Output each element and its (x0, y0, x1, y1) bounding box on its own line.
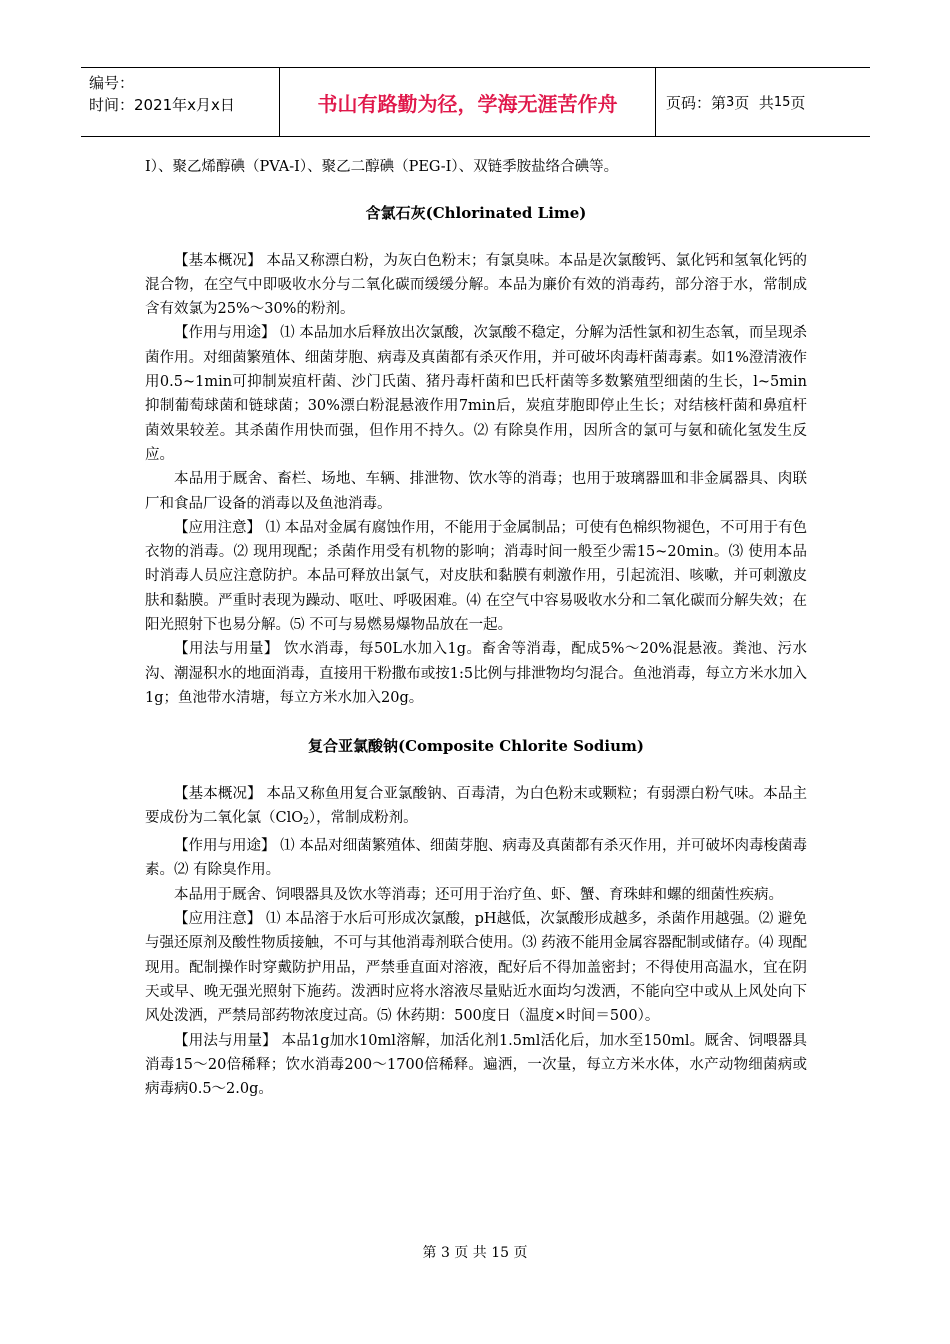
header-page-info (656, 68, 870, 136)
page-number: 3 (726, 94, 735, 110)
section-title-composite-chlorite-sodium: 复合亚氯酸钠(Composite Chlorite Sodium) (308, 737, 644, 756)
page-end: 页 (790, 93, 806, 112)
paragraph: 本品用于厩舍、畜栏、场地、车辆、排泄物、饮水等的消毒；也用于玻璃器皿和非金属器具、肉联厂和食品厂设备的消毒以及鱼池消毒。 (145, 471, 807, 512)
page-footer: 第 3 页 共 15 页 (422, 1245, 528, 1261)
page-total: 15 (773, 94, 791, 110)
page-header (81, 67, 870, 137)
code-label: 编号： (89, 74, 135, 92)
date-label: 时间：2021年x月x日 (89, 96, 235, 114)
section-title-chlorinated-lime: 含氯石灰(Chlorinated Lime) (365, 204, 587, 223)
paragraph-text: 【基本概况】 本品又称鱼用复合亚氯酸钠、百毒清，为白色粉末或颗粒；有弱漂白粉气味。本品主要成份为二氧化氯（ClO (145, 785, 807, 826)
paragraph: 【应用注意】 ⑴ 本品对金属有腐蚀作用，不能用于金属制品；可使有色棉织物褪色，不可用于有色衣物的消毒。⑵ 现用现配；杀菌作用受有机物的影响；消毒时间一般至少需15~20min。⑶ 使用本品时消毒人员应注意防护。本品可释放出氯气，对皮肤和黏膜有刺激作用，引起流泪、咳嗽，并可刺激皮肤和黏膜。严重时表现为躁动、呕吐、呼吸困难。⑷ 在空气中容易吸收水分和二氧化碳而分解失效；在阳光照射下也易分解。⑸ 不可与易燃易爆物品放在一起。 (145, 519, 807, 634)
paragraph (145, 782, 807, 835)
paragraph: 【基本概况】 本品又称漂白粉，为灰白色粉末；有氯臭味。本品是次氯酸钙、氯化钙和氢氧化钙的混合物，在空气中即吸收水分与二氧化碳而缓缓分解。本品为廉价有效的消毒药，部分溶于水，常制成含有效氯为25%～30%的粉剂。 (145, 252, 807, 318)
paragraph: 本品用于厩舍、饲喂器具及饮水等消毒；还可用于治疗鱼、虾、蟹、育珠蚌和螺的细菌性疾病。 (174, 886, 783, 903)
paragraph: 【用法与用量】 本品1g加水10ml溶解，加活化剂1.5ml活化后，加水至150ml。厩舍、饲喂器具消毒15～20倍稀释；饮水消毒200～1700倍稀释。遍洒，一次量，每立方米水体，水产动物细菌病或病毒病0.5～2.0g。 (145, 1032, 807, 1098)
page-mid: 页 共 (734, 93, 774, 112)
subscript: 2 (303, 816, 309, 827)
page-label: 页码：第 (666, 93, 727, 112)
document-body (145, 155, 807, 1101)
header-motto: 书山有路勤为径，学海无涯苦作舟 (280, 68, 656, 136)
paragraph: 【作用与用途】 ⑴ 本品加水后释放出次氯酸，次氯酸不稳定，分解为活性氯和初生态氧，而呈现杀菌作用。对细菌繁殖体、细菌芽胞、病毒及真菌都有杀灭作用，并可破坏肉毒杆菌毒素。如1%澄清液作用0.5~1min可抑制炭疽杆菌、沙门氏菌、猪丹毒杆菌和巴氏杆菌等多数繁殖型细菌的生长，l~5min抑制葡萄球菌和链球菌；30%漂白粉混悬液作用7min后，炭疽芽胞即停止生长；对结核杆菌和鼻疽杆菌效果较差。其杀菌作用快而强，但作用不持久。⑵ 有除臭作用，因所含的氯可与氨和硫化氢发生反应。 (145, 325, 807, 463)
intro-line: I）、聚乙烯醇碘（PVA-I）、聚乙二醇碘（PEG-I）、双链季胺盐络合碘等。 (145, 159, 619, 175)
paragraph: 【作用与用途】 ⑴ 本品对细菌繁殖体、细菌芽胞、病毒及真菌都有杀灭作用，并可破坏肉毒梭菌毒素。⑵ 有除臭作用。 (145, 838, 807, 879)
paragraph: 【应用注意】 ⑴ 本品溶于水后可形成次氯酸，pH越低，次氯酸形成越多，杀菌作用越强。⑵ 避免与强还原剂及酸性物质接触，不可与其他消毒剂联合使用。⑶ 药液不能用金属容器配制或储存。⑷ 现配现用。配制操作时穿戴防护用品，严禁垂直面对溶液，配好后不得加盖密封；不得使用高温水，宜在阴天或早、晚无强光照射下施药。泼洒时应将水溶液尽量贴近水面均匀泼洒，不能向空中或从上风处向下风处泼洒，严禁局部药物浓度过高。⑸ 休药期：500度日（温度×时间＝500）。 (145, 911, 807, 1025)
paragraph: 【用法与用量】 饮水消毒，每50L水加入1g。畜舍等消毒，配成5%～20%混悬液。粪池、污水沟、潮湿积水的地面消毒，直接用干粉撒布或按1:5比例与排泄物均匀混合。鱼池消毒，每立方米水加入1g；鱼池带水清塘，每立方米水加入20g。 (145, 641, 807, 706)
header-meta (81, 68, 280, 136)
paragraph-text: ），常制成粉剂。 (308, 809, 418, 826)
